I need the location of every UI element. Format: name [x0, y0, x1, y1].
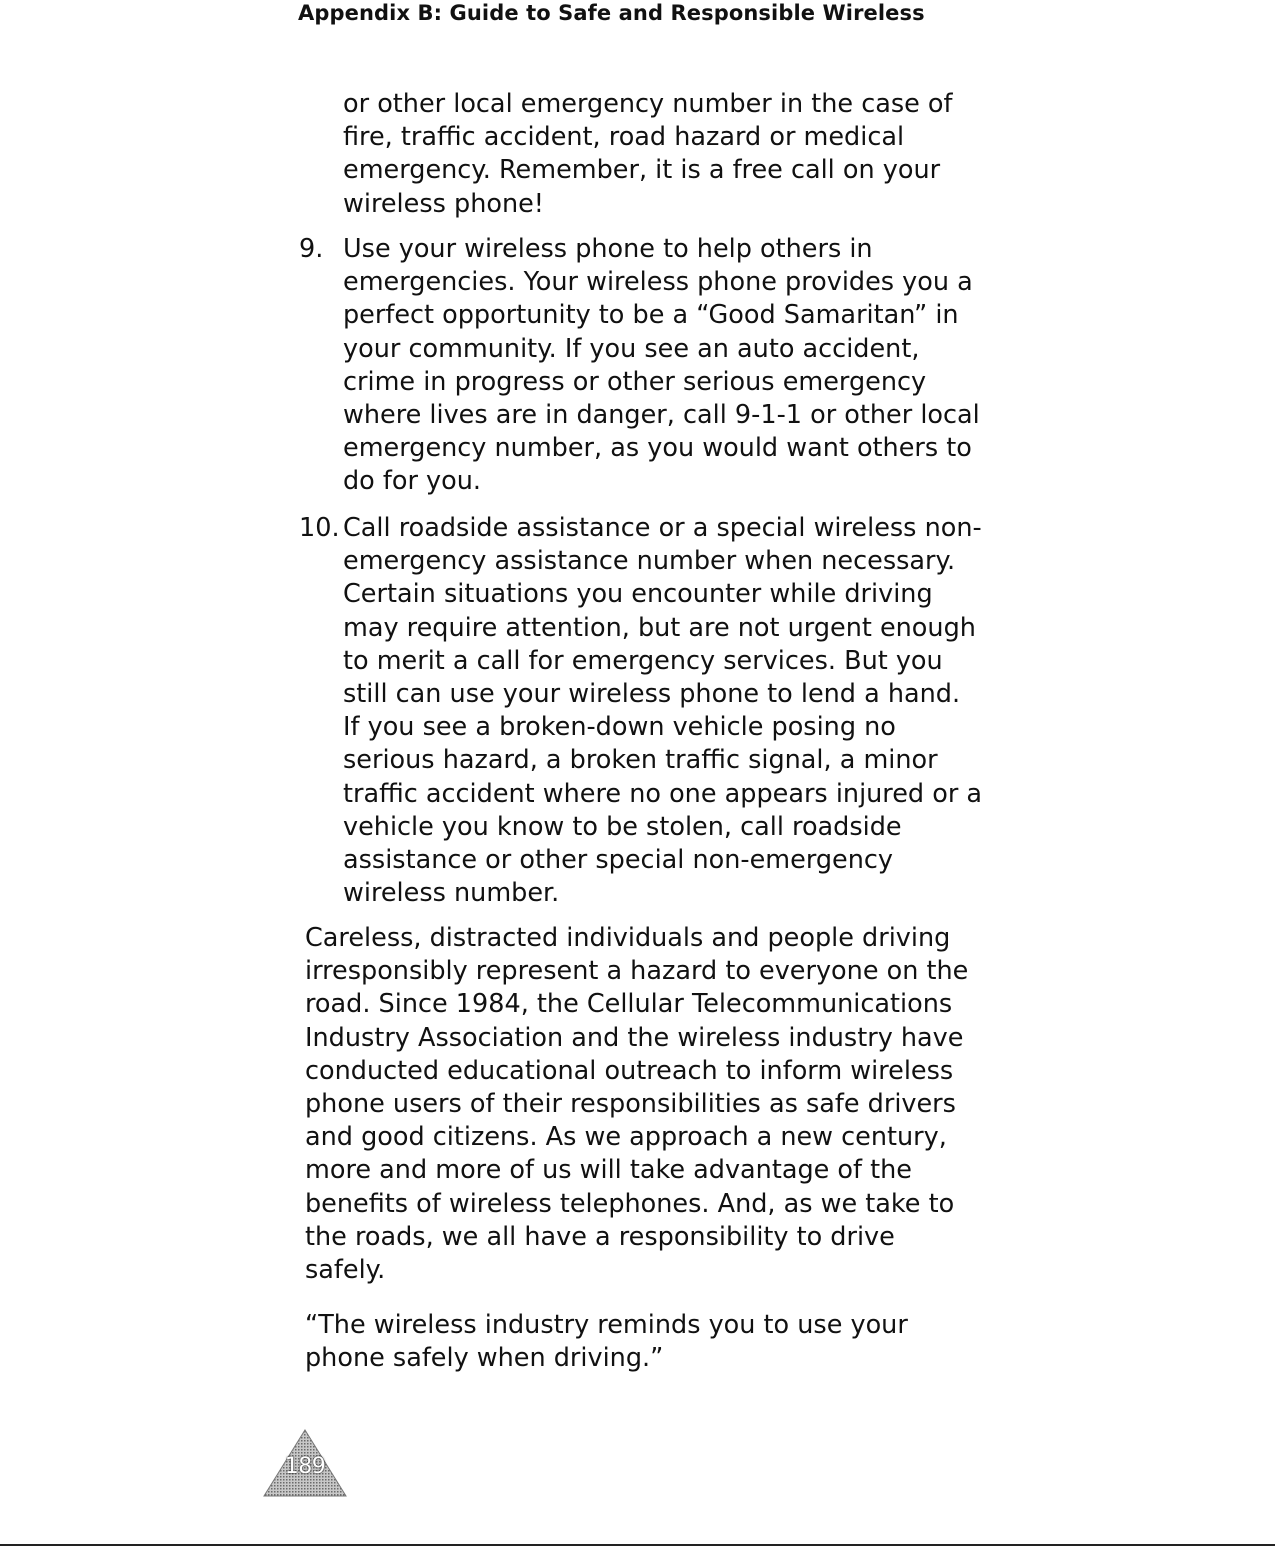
body-paragraph-1: [305, 922, 968, 1287]
text-line: irresponsibly represent a hazard to everyone on the: [305, 956, 969, 987]
text-line: Call roadside assistance or a special wireless non-: [343, 513, 982, 543]
body-paragraph-2-quote: [305, 1309, 908, 1375]
text-line: more and more of us will take advantage of the: [305, 1155, 912, 1186]
text-line: Certain situations you encounter while driving: [343, 579, 933, 610]
text-line: emergency assistance number when necessary.: [343, 546, 956, 577]
text-line: the roads, we all have a responsibility to drive: [305, 1221, 895, 1252]
text-line: If you see a broken-down vehicle posing no: [343, 712, 896, 743]
list-item-number-9: 9.: [299, 234, 324, 264]
text-line: may require attention, but are not urgent enough: [343, 612, 976, 643]
text-line: or other local emergency number in the case of: [343, 89, 953, 119]
text-line: assistance or other special non-emergency: [343, 844, 894, 875]
text-line: emergency. Remember, it is a free call on your: [343, 155, 941, 186]
text-line: phone users of their responsibilities as safe drivers: [305, 1088, 956, 1119]
text-line: serious hazard, a broken traffic signal, a minor: [343, 745, 938, 776]
text-line: vehicle you know to be stolen, call roadside: [343, 811, 902, 842]
text-line: crime in progress or other serious emergency: [343, 366, 927, 397]
text-line: conducted educational outreach to inform wireless: [305, 1055, 954, 1086]
text-line: safely.: [305, 1254, 386, 1285]
text-line: still can use your wireless phone to lend a hand.: [343, 678, 961, 709]
list-item-number-10: 10.: [299, 513, 340, 543]
text-line: where lives are in danger, call 9-1-1 or other local: [343, 399, 980, 430]
text-line: perfect opportunity to be a “Good Samaritan” in: [343, 300, 959, 331]
page-bottom-rule: [0, 1544, 1275, 1546]
text-line: traffic accident where no one appears injured or a: [343, 778, 983, 809]
text-line: fire, traffic accident, road hazard or medical: [343, 122, 905, 153]
text-line: Use your wireless phone to help others in: [343, 234, 873, 264]
text-line: to merit a call for emergency services. But you: [343, 645, 943, 676]
list-item-10-text: [343, 512, 982, 910]
text-line: your community. If you see an auto accident,: [343, 333, 920, 364]
text-line: wireless number.: [343, 878, 560, 909]
page-header-title: Appendix B: Guide to Safe and Responsible Wireless: [298, 1, 925, 25]
text-line: Industry Association and the wireless industry have: [305, 1022, 964, 1053]
text-line: “The wireless industry reminds you to use your: [305, 1310, 908, 1340]
text-line: phone safely when driving.”: [305, 1343, 664, 1374]
text-line: road. Since 1984, the Cellular Telecommunications: [305, 989, 953, 1020]
text-line: emergencies. Your wireless phone provides you a: [343, 267, 973, 298]
text-line: emergency number, as you would want others to: [343, 433, 972, 464]
text-line: wireless phone!: [343, 188, 545, 219]
page-number: 189: [284, 1454, 326, 1479]
text-line: and good citizens. As we approach a new century,: [305, 1122, 947, 1153]
page-number-badge: [262, 1428, 348, 1498]
text-line: Careless, distracted individuals and people driving: [305, 923, 951, 953]
text-line: do for you.: [343, 466, 482, 497]
text-line: benefits of wireless telephones. And, as we take to: [305, 1188, 955, 1219]
list-item-9-text: [343, 233, 980, 499]
continuation-text: [343, 88, 953, 221]
